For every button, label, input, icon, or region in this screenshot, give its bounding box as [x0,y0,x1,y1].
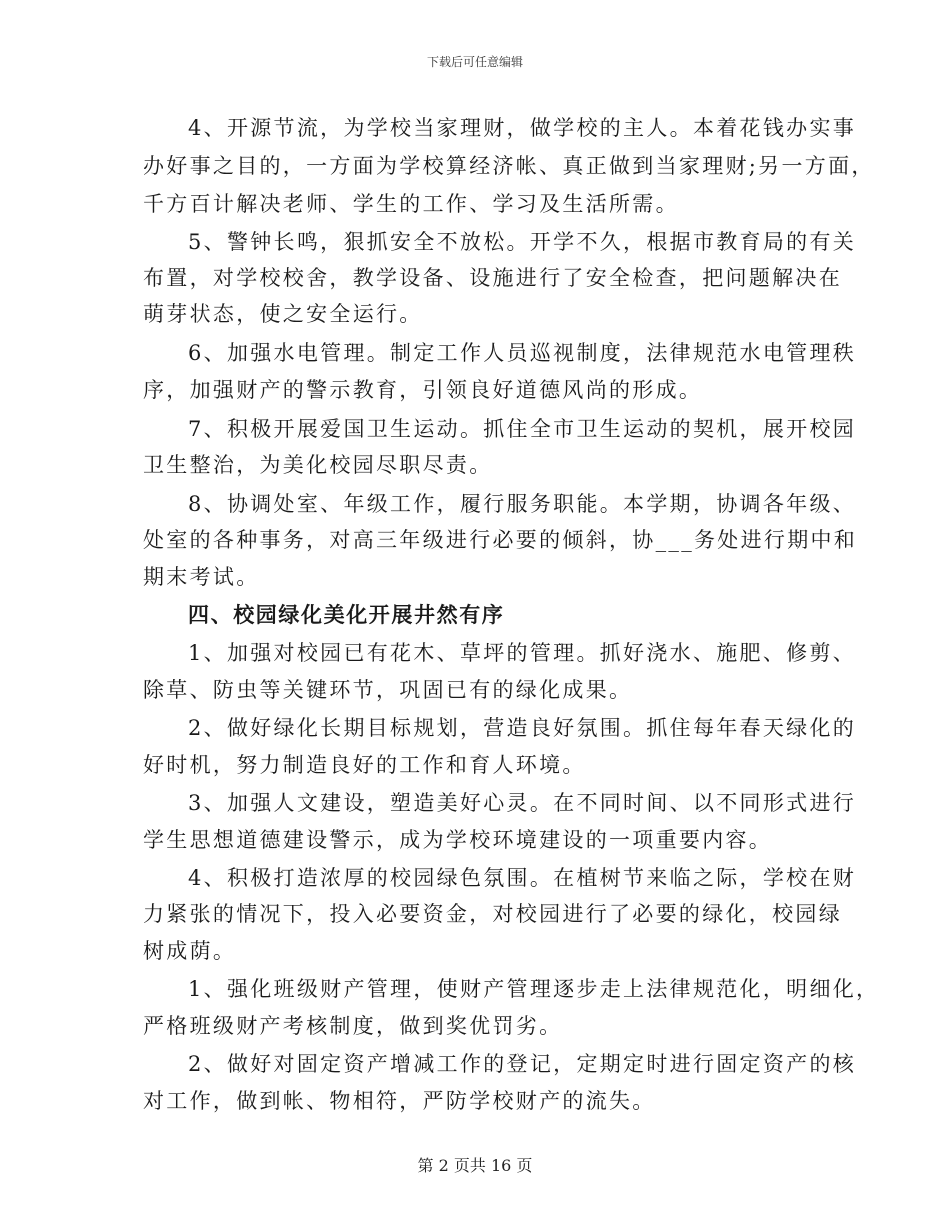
text-line: 学生思想道德建设警示，成为学校环境建设的一项重要内容。 [143,828,773,852]
text-line: 萌芽状态，使之安全运行。 [143,302,423,326]
section-heading: 四、校园绿化美化开展井然有序 [188,603,505,627]
text-line: 千方百计解决老师、学生的工作、学习及生活所需。 [143,192,679,216]
text-line: 7、积极开展爱国卫生运动。抓住全市卫生运动的契机，展开校园 [188,417,857,441]
text-line: 卫生整治，为美化校园尽职尽责。 [143,453,493,477]
page-header: 下载后可任意编辑 [426,55,523,69]
text-line: 2、做好绿化长期目标规划，营造良好氛围。抓住每年春天绿化的 [188,716,857,740]
text-line: 4、积极打造浓厚的校园绿色氛围。在植树节来临之际，学校在财 [188,866,857,890]
text-line: 力紧张的情况下，投入必要资金，对校园进行了必要的绿化，校园绿 [143,902,842,926]
text-line: 序，加强财产的警示教育，引领良好道德风尚的形成。 [143,378,703,402]
text-line: 5、警钟长鸣，狠抓安全不放松。开学不久，根据市教育局的有关 [188,230,857,254]
text-line: 树成荫。 [143,939,237,963]
text-line: 8、协调处室、年级工作，履行服务职能。本学期，协调各年级、 [188,492,857,516]
text-line: 好时机，努力制造良好的工作和育人环境。 [143,753,586,777]
text-line: 6、加强水电管理。制定工作人员巡视制度，法律规范水电管理秩 [188,341,857,365]
text-line: 1、加强对校园已有花木、草坪的管理。抓好浇水、施肥、修剪、 [188,641,857,665]
text-line: 3、加强人文建设，塑造美好心灵。在不同时间、以不同形式进行 [188,791,857,815]
text-line: 除草、防虫等关键环节，巩固已有的绿化成果。 [143,678,633,702]
text-line: 1、强化班级财产管理，使财产管理逐步走上法律规范化，明细化， [188,977,880,1001]
text-line: 期末考试。 [143,565,260,589]
text-line: 4、开源节流，为学校当家理财，做学校的主人。本着花钱办实事 [188,116,857,140]
text-line: 对工作，做到帐、物相符，严防学校财产的流失。 [143,1089,656,1113]
text-line: 布置，对学校校舍，教学设备、设施进行了安全检查，把问题解决在 [143,266,842,290]
text-line: 2、做好对固定资产增减工作的登记，定期定时进行固定资产的核 [188,1052,857,1076]
page-footer: 第 2 页共 16 页 [417,1156,533,1175]
text-line: 办好事之目的，一方面为学校算经济帐、真正做到当家理财;另一方面， [143,154,875,178]
text-line: 严格班级财产考核制度，做到奖优罚劣。 [143,1014,563,1038]
text-line: 处室的各种事务，对高三年级进行必要的倾斜，协___务处进行期中和 [143,528,858,552]
